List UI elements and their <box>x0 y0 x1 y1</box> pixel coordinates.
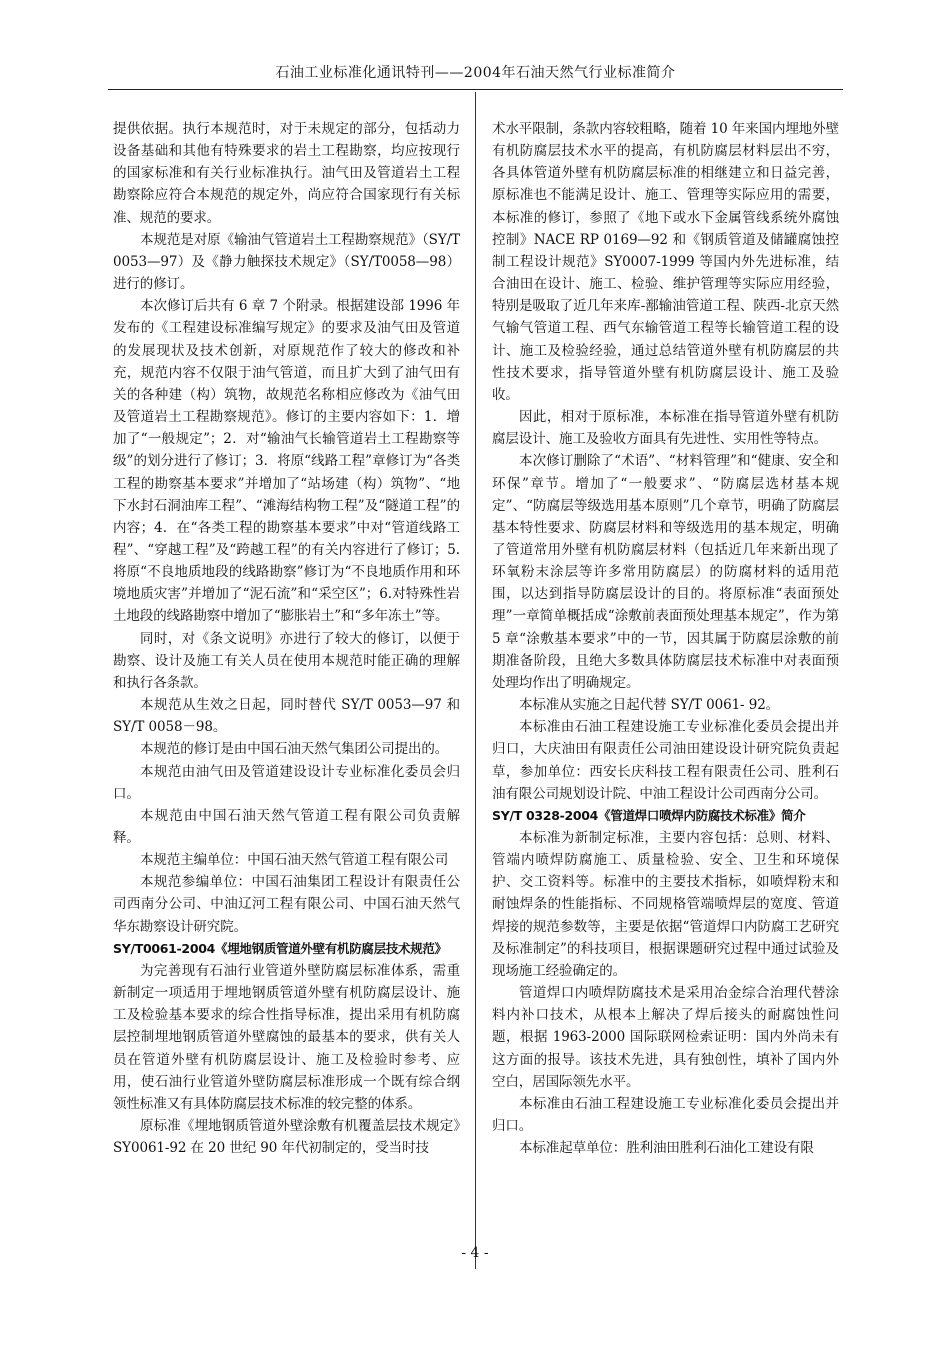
paragraph: 本规范是对原《输油气管道岩土工程勘察规范》（SY/T 0053—97）及《静力触探技术规定》（SY/T0058—98）进行的修订。 <box>113 231 460 293</box>
paragraph: 本规范由中国石油天然气管道工程有限公司负责解释。 <box>113 807 460 846</box>
paragraph: 本标准由石油工程建设施工专业标准化委员会提出并归口，大庆油田有限责任公司油田建设设计研究院负责起草，参加单位：西安长庆科技工程有限责任公司、胜利石油有限公司规划设计院、中油工程设计公司西南分公司。 <box>492 719 839 802</box>
left-column <box>113 118 460 1159</box>
paragraph: 原标准《埋地钢质管道外壁涂敷有机覆盖层技术规定》SY0061-92 在 20 世纪 90 年代初制定的，受当时技 <box>113 1118 460 1157</box>
paragraph: 因此，相对于原标准，本标准在指导管道外壁有机防腐层设计、施工及验收方面具有先进性、实用性等特点。 <box>492 409 839 448</box>
paragraph: 同时，对《条文说明》亦进行了较大的修订，以便于勘察、设计及施工有关人员在使用本规范时能正确的理解和执行各条款。 <box>113 630 460 691</box>
paragraph: 本次修订后共有 6 章 7 个附录。根据建设部 1996 年发布的《工程建设标准编写规定》的要求及油气田及管道的发展现状及技术创新，对原规范作了较大的修改和补充，规范内容不仅限于油气管道，而且扩大到了油气田有关的各种建（构）筑物，故规范名称相应修改为《油气田及管道岩土工程勘察规范》。修订的主要内容如下：1．增加了“一般规定”；2．对“输油气长输管道岩土工程勘察等级”的划分进行了修订；3．将原“线路工程”章修订为“各类工程的勘察基本要求”并增加了“站场建（构）筑物”、“地下水封石洞油库工程”、“滩海结构物工程”及“隧道工程”的内容；4．在“各类工程的勘察基本要求”中对“管道线路工程”、“穿越工程”及“跨越工程”的有关内容进行了修订；5.将原“不良地质地段的线路勘察”修订为“不良地质作用和环境地质灾害”并增加了“泥石流”和“采空区”；6.对特殊性岩土地段的线路勘察中增加了“膨胀岩土”和“多年冻土”等。 <box>113 298 460 625</box>
header-rule <box>108 89 843 90</box>
paragraph: 本规范参编单位：中国石油集团工程设计有限责任公司西南分公司、中油辽河工程有限公司、中国石油天然气华东勘察设计研究院。 <box>113 874 460 935</box>
paragraph: 本次修订删除了“术语”、“材料管理”和“健康、安全和环保”章节。增加了“一般要求”、“防腐层选材基本规定”、“防腐层等级选用基本原则”几个章节，明确了防腐层基本特性要求、防腐层材料和等级选用的基本规定，明确了管道常用外壁有机防腐层材料（包括近几年来新出现了环氧粉末涂层等许多常用防腐层）的防腐材料的适用范围，以达到指导防腐层设计的目的。将原标准“表面预处理”一章简单概括成“涂敷前表面预处理基本规定”，作为第 5 章“涂敷基本要求”中的一节，因其属于防腐层涂敷的前期准备阶段，且绝大多数具体防腐层技术标准中对表面预处理均作出了明确规定。 <box>492 453 839 691</box>
column-divider <box>475 92 476 1269</box>
running-header: 石油工业标准化通讯特刊——2004年石油天然气行业标准简介 <box>275 65 676 81</box>
page-number: - 4 - <box>461 1245 489 1261</box>
paragraph-continued: 术水平限制，条款内容较粗略，随着 10 年来国内埋地外壁有机防腐层技术水平的提高，有机防腐层材料层出不穷，各具体管道外壁有机防腐层标准的相继建立和日益完善，原标准也不能满足设计、施工、管理等实际应用的需要，本标准的修订，参照了《地下或水下金属管线系统外腐蚀控制》NACE RP 0169—92 和《钢质管道及储罐腐蚀控制工程设计规范》SY0007-1999 等国内外先进标准，结合油田在设计、施工、检验、维护管理等实际应用经验，特别是吸取了近几年来库-鄯输油管道工程、陕西-北京天然气输气管道工程、西气东输管道工程等长输管道工程的设计、施工及检验经验，通过总结管道外壁有机防腐层的共性技术要求，指导管道外壁有机防腐层设计、施工及验收。 <box>492 121 839 403</box>
paragraph: 本规范的修订是由中国石油天然气集团公司提出的。 <box>140 741 449 758</box>
paragraph: 本标准从实施之日起代替 SY/T 0061- 92。 <box>519 697 780 714</box>
paragraph: 本标准起草单位：胜利油田胜利石油化工建设有限 <box>519 1140 814 1157</box>
paragraph: 本规范从生效之日起，同时替代 SY/T 0053—97 和 SY/T 0058－98。 <box>113 697 460 736</box>
paragraph: 本标准为新制定标准，主要内容包括：总则、材料、管端内喷焊防腐施工、质量检验、安全、卫生和环境保护、交工资料等。标准中的主要技术指标，如喷焊粉末和耐蚀焊条的性能指标、不同规格管端喷焊层的宽度、管道焊接的规范参数等，主要是依据“管道焊口内防腐工艺研究及标准制定”的科技项目，根据课题研究过程中通过试验及现场施工经验确定的。 <box>492 830 839 979</box>
section-heading: SY/T 0328-2004《管道焊口喷焊内防腐技术标准》简介 <box>492 807 806 823</box>
paragraph: 本规范主编单位：中国石油天然气管道工程有限公司 <box>140 852 449 869</box>
paragraph: 本标准由石油工程建设施工专业标准化委员会提出并归口。 <box>492 1095 839 1135</box>
paragraph-continued: 提供依据。执行本规范时，对于未规定的部分，包括动力设备基础和其他有特殊要求的岩土工程勘察，均应按现行的国家标准和有关行业标准执行。油气田及管道岩土工程勘察除应符合本规范的规定外，尚应符合国家现行有关标准、规范的要求。 <box>113 121 460 226</box>
right-column <box>492 118 839 1159</box>
paragraph: 本规范由油气田及管道建设设计专业标准化委员会归口。 <box>113 763 460 802</box>
paragraph: 管道焊口内喷焊防腐技术是采用冶金综合治理代替涂料内补口技术，从根本上解决了焊后接头的耐腐蚀性问题，根据 1963-2000 国际联网检索证明：国内外尚未有这方面的报导。该技术先进，具有独创性，填补了国内外空白，居国际领先水平。 <box>492 985 839 1090</box>
paragraph: 为完善现有石油行业管道外壁防腐层标准体系，需重新制定一项适用于埋地钢质管道外壁有机防腐层设计、施工及检验基本要求的综合性指导标准，提出采用有机防腐层控制埋地钢质管道外壁腐蚀的最基本的要求，供有关人员在管道外壁有机防腐层设计、施工及检验时参考、应用，使石油行业管道外壁防腐层标准形成一个既有综合纲领性标准又有具体防腐层技术标准的较完整的体系。 <box>113 962 460 1112</box>
section-heading: SY/T0061-2004《埋地钢质管道外壁有机防腐层技术规范》 <box>113 940 447 956</box>
